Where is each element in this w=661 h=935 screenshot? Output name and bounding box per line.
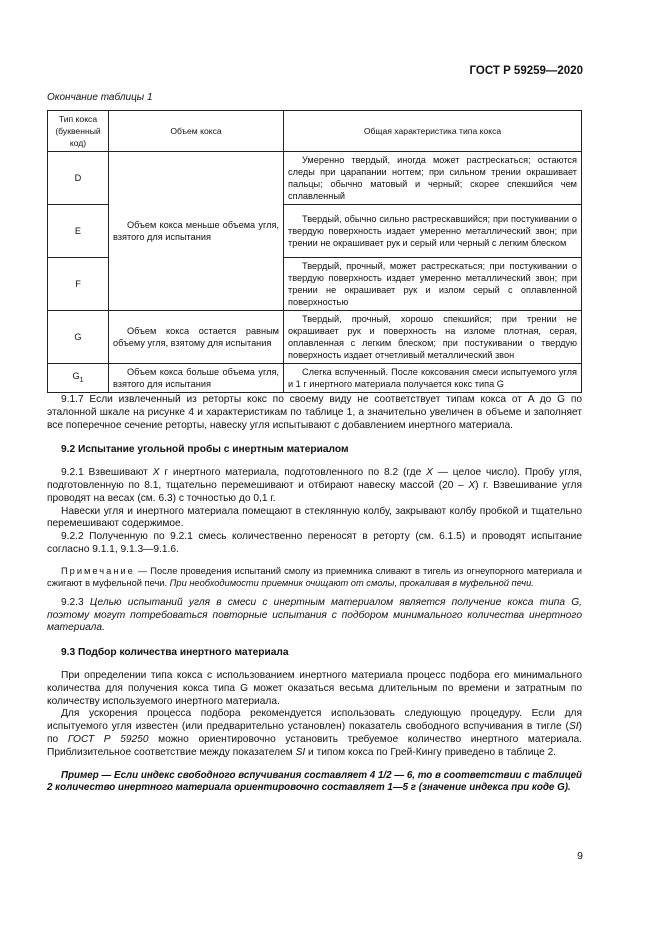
- paragraph-9-2-1-cont: Навески угля и инертного материала помещают в стеклянную колбу, закрывают колбу пробкой и тщательно перемешивают содержимое.: [47, 505, 582, 530]
- type-code-subscript: 1: [79, 376, 84, 384]
- note: Примечание — После проведения испытаний смолу из приемника сливают в тигель из огнеупорного материала и сжигают в муфельной печи. При необходимости приемник очищают от смолы, прокаливая в муфельной печи.: [47, 565, 582, 588]
- characteristic-cell: Слегка вспученный. После коксования смеси испытуемого угля и 1 г инертного материала получается кокс типа G: [284, 364, 582, 393]
- volume-cell: Объем кокса остается равным объему угля, взятому для испытания: [109, 311, 284, 364]
- type-code: F: [48, 258, 109, 311]
- example: Пример — Если индекс свободного вспучивания составляет 4 1/2 — 6, то в соответствии с таблицей 2 количество инертного материала ориентировочно составляет 1—5 г (значение индекса при коде G).: [47, 769, 582, 794]
- body-text: [47, 394, 582, 795]
- table-caption: Окончание таблицы 1: [47, 92, 153, 103]
- volume-cell: Объем кокса меньше объема угля, взятого для испытания: [109, 152, 284, 311]
- section-heading-9-2: 9.2 Испытание угольной пробы с инертным материалом: [61, 444, 349, 456]
- type-code: G: [48, 311, 109, 364]
- characteristic-cell: Твердый, прочный, хорошо спекшийся; при трении не окрашивает рук и поверхность на изломе плотная, серая, оплавленная с легким блеском; при постукивании о твердую поверхность издает отчетливый металлический звон: [284, 311, 582, 364]
- header-characteristic: Общая характеристика типа кокса: [284, 111, 582, 152]
- type-code: E: [48, 205, 109, 258]
- note-label: Примечание: [61, 565, 135, 576]
- characteristic-cell: Твердый, обычно сильно растрескавшийся; при постукивании о твердую поверхность издает умеренно металлический звон; при трении не окрашивает рук и серый или черный с легким блеском: [284, 205, 582, 258]
- characteristic-cell: Твердый, прочный, может растрескаться; при постукивании о твердую поверхность издает умеренно металлический звон; при трении не окрашивает рук и излом серый с оплавленной поверхностью: [284, 258, 582, 311]
- table-header-row: [48, 111, 582, 152]
- paragraph-9-2-3: 9.2.3 Целью испытаний угля в смеси с инертным материалом является получение кокса типа G, поэтому могут потребоваться повторные испытания с подбором минимального количества инертного материала.: [47, 596, 582, 634]
- page-number: 9: [577, 850, 583, 862]
- type-code: D: [48, 152, 109, 205]
- header-type: Тип кокса (буквенный код): [48, 111, 109, 152]
- type-code-base: G: [72, 370, 80, 381]
- header-volume: Объем кокса: [109, 111, 284, 152]
- table-row: [48, 152, 582, 205]
- characteristic-cell: Умеренно твердый, иногда может растрескаться; остаются следы при царапании ногтем; при сильном трении окрашивает пальцы; обычно матовый и черный; скорее спекшийся чем сплавленный: [284, 152, 582, 205]
- paragraph-9-3-1: При определении типа кокса с использованием инертного материала процесс подбора его минимального количества для получения кокса типа G может оказаться весьма длительным по времени и затратным по количеству используемого инертного материала.: [47, 669, 582, 707]
- table-row: [48, 364, 582, 393]
- section-heading-9-3: 9.3 Подбор количества инертного материала: [61, 647, 289, 659]
- paragraph-9-1-7: 9.1.7 Если извлеченный из реторты кокс по своему виду не соответствует типам кокса от A до G по эталонной шкале на рисунке 4 и характеристикам по таблице 1, а значительно увеличен в объеме и заполняет все поперечное сечение реторты, навеску угля испытывают с добавлением инертного материала.: [47, 394, 582, 431]
- coke-type-table: [47, 110, 582, 393]
- volume-cell: Объем кокса больше объема угля, взятого для испытания: [109, 364, 284, 393]
- paragraph-9-2-2: 9.2.2 Полученную по 9.2.1 смесь количественно переносят в реторту (см. 6.1.5) и проводят испытание согласно 9.1.1, 9.1.3—9.1.6.: [47, 531, 582, 555]
- paragraph-9-3-2: Для ускорения процесса подбора рекомендуется использовать следующую процедуру. Если для испытуемого угля известен (или предварительно установлен) показатель свободного вспучивания в тигле (SI) по ГОСТ Р 59250 можно ориентировочно установить требуемое количество инертного материала. Приблизительное соответствие между показателем SI и типом кокса по Грей-Кингу приведено в таблице 2.: [47, 708, 583, 758]
- type-code: [48, 364, 109, 393]
- paragraph-9-2-1: 9.2.1 Взвешивают X г инертного материала, подготовленного по 8.2 (где X — целое число). Пробу угля, подготовленную по 8.1, тщательно перемешивают и отбирают навеску массой (20 – X) г. Взвешивание угля проводят на весах (см. 6.3) с точностью до 0,1 г.: [47, 467, 583, 504]
- standard-header: ГОСТ Р 59259—2020: [469, 65, 583, 77]
- table-row: [48, 311, 582, 364]
